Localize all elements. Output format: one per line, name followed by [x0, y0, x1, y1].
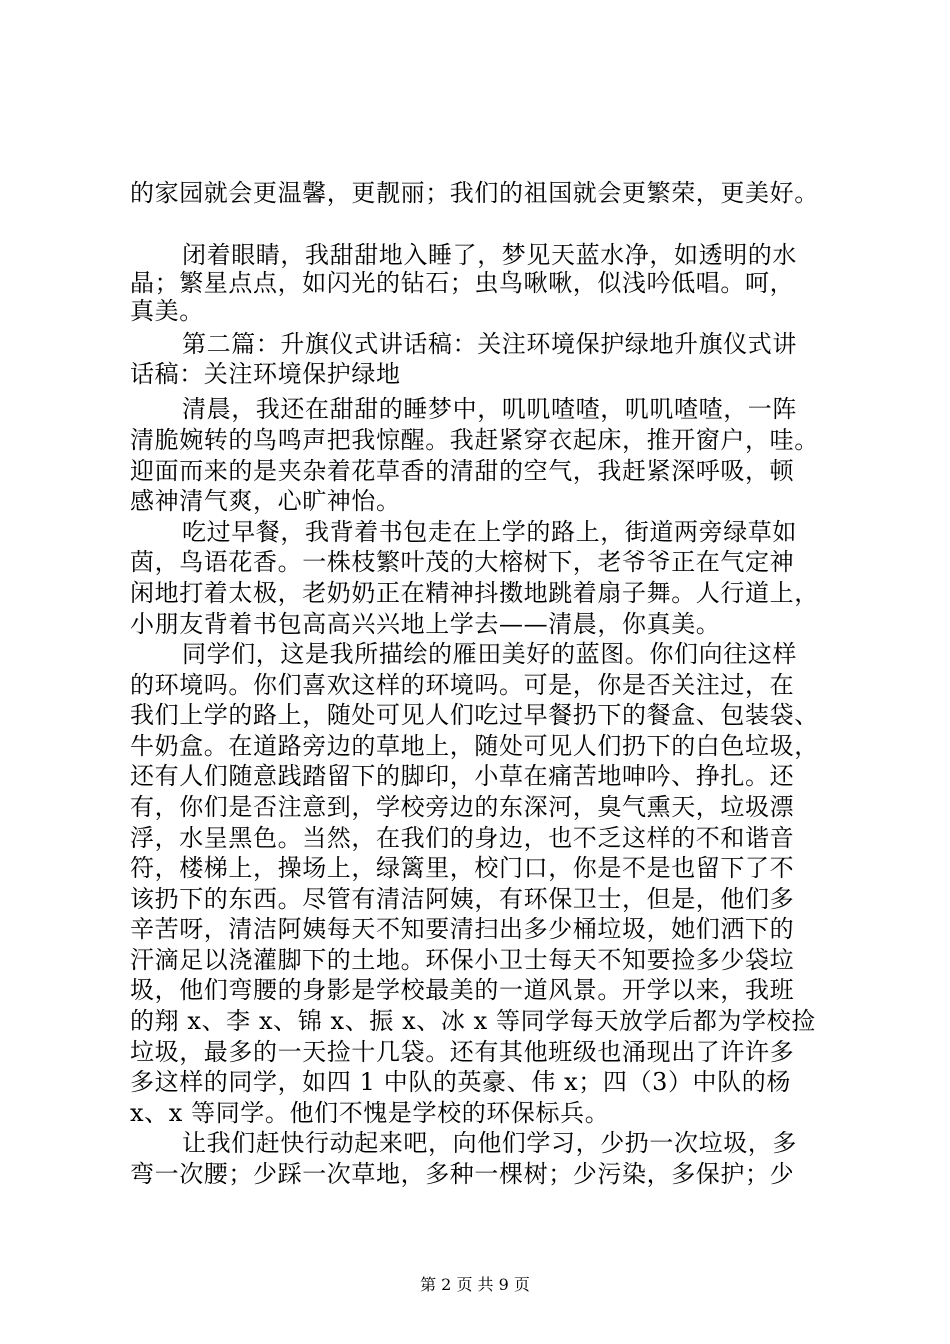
text-line: 辛苦呀，清洁阿姨每天不知要清扫出多少桶垃圾，她们洒下的 [130, 915, 795, 943]
text-line: 吃过早餐，我背着书包走在上学的路上，街道两旁绿草如 [182, 518, 797, 546]
text-line: 感神清气爽，心旷神怡。 [130, 487, 401, 515]
text-line: 茵，鸟语花香。一株枝繁叶茂的大榕树下，老爷爷正在气定神 [130, 548, 795, 576]
text-line: 的翔 x、李 x、锦 x、振 x、冰 x 等同学每天放学后都为学校捡 [130, 1007, 816, 1035]
text-line: 真美。 [130, 297, 204, 325]
text-line: 还有人们随意践踏留下的脚印，小草在痛苦地呻吟、挣扎。还 [130, 762, 795, 790]
text-line: 晶；繁星点点，如闪光的钻石；虫鸟啾啾，似浅吟低唱。呵， [130, 269, 795, 297]
text-line: 让我们赶快行动起来吧，向他们学习，少扔一次垃圾，多 [182, 1129, 797, 1157]
text-line: 牛奶盒。在道路旁边的草地上，随处可见人们扔下的白色垃圾， [130, 732, 819, 760]
text-line: 闲地打着太极，老奶奶正在精神抖擞地跳着扇子舞。人行道上， [130, 579, 819, 607]
text-line: x、x 等同学。他们不愧是学校的环保标兵。 [130, 1099, 610, 1127]
text-line: 该扔下的东西。尽管有清洁阿姨，有环保卫士，但是，他们多 [130, 885, 795, 913]
section-heading: 第二篇：升旗仪式讲话稿：关注环境保护绿地升旗仪式讲 [182, 330, 797, 358]
text-line: 的家园就会更温馨，更靓丽；我们的祖国就会更繁荣，更美好。 [130, 179, 819, 207]
text-line: 多这样的同学，如四 1 中队的英豪、伟 x；四（3）中队的杨 [130, 1068, 791, 1096]
section-heading: 话稿：关注环境保护绿地 [130, 360, 401, 388]
text-line: 有，你们是否注意到，学校旁边的东深河，臭气熏天，垃圾漂 [130, 793, 795, 821]
text-line: 清脆婉转的鸟鸣声把我惊醒。我赶紧穿衣起床，推开窗户，哇。 [130, 426, 819, 454]
text-line: 小朋友背着书包高高兴兴地上学去——清晨，你真美。 [130, 610, 721, 638]
text-line: 闭着眼睛，我甜甜地入睡了，梦见天蓝水净，如透明的水 [182, 241, 797, 269]
text-line: 垃圾，最多的一天捡十几袋。还有其他班级也涌现出了许许多 [130, 1038, 795, 1066]
text-line: 清晨，我还在甜甜的睡梦中，叽叽喳喳，叽叽喳喳，一阵 [182, 395, 797, 423]
text-line: 符，楼梯上，操场上，绿篱里，校门口，你是不是也留下了不 [130, 854, 795, 882]
page-number-footer: 第 2 页 共 9 页 [420, 1275, 530, 1294]
text-line: 迎面而来的是夹杂着花草香的清甜的空气，我赶紧深呼吸，顿 [130, 457, 795, 485]
text-line: 同学们，这是我所描绘的雁田美好的蓝图。你们向往这样 [182, 640, 797, 668]
text-line: 我们上学的路上，随处可见人们吃过早餐扔下的餐盒、包装袋、 [130, 701, 819, 729]
text-line: 的环境吗。你们喜欢这样的环境吗。可是，你是否关注过，在 [130, 671, 795, 699]
text-line: 弯一次腰；少踩一次草地，多种一棵树；少污染，多保护；少 [130, 1160, 795, 1188]
text-line: 汗滴足以浇灌脚下的土地。环保小卫士每天不知要捡多少袋垃 [130, 946, 795, 974]
text-line: 浮，水呈黑色。当然，在我们的身边，也不乏这样的不和谐音 [130, 824, 795, 852]
text-line: 圾，他们弯腰的身影是学校最美的一道风景。开学以来，我班 [130, 976, 795, 1004]
